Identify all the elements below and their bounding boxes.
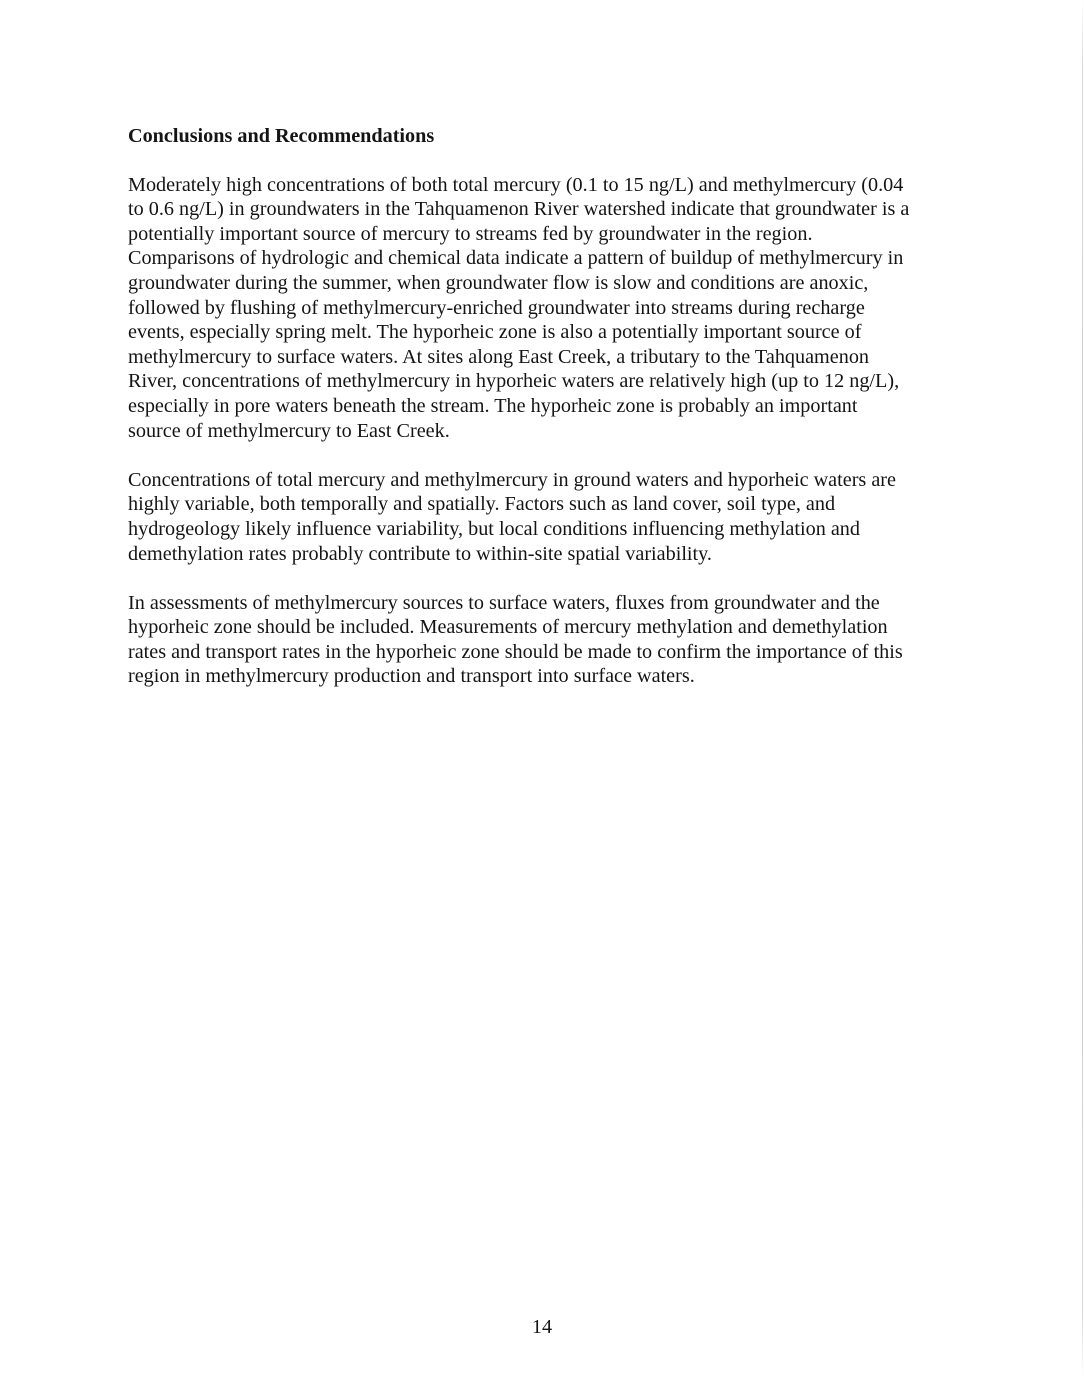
text-line: groundwater during the summer, when groundwater flow is slow and conditions are anoxic, [128,271,869,294]
text-line: followed by flushing of methylmercury-enriched groundwater into streams during recharge [128,296,865,319]
paragraph-variability [128,468,968,566]
text-line: Comparisons of hydrologic and chemical data indicate a pattern of buildup of methylmercury in [128,247,904,270]
text-line: methylmercury to surface waters. At sites along East Creek, a tributary to the Tahquamenon [128,345,870,368]
text-line: region in methylmercury production and transport into surface waters. [128,665,695,688]
page-number: 14 [531,1316,553,1338]
page-edge-shadow [1082,0,1083,1380]
text-line: Moderately high concentrations of both total mercury (0.1 to 15 ng/L) and methylmercury (0.04 [128,173,904,196]
text-line: especially in pore waters beneath the stream. The hyporheic zone is probably an important [128,394,858,417]
section-heading: Conclusions and Recommendations [128,125,435,147]
text-line: to 0.6 ng/L) in groundwaters in the Tahquamenon River watershed indicate that groundwater is a [128,198,910,221]
text-line: hyporheic zone should be included. Measurements of mercury methylation and demethylation [128,616,888,639]
text-line: demethylation rates probably contribute to within-site spatial variability. [128,542,712,565]
text-line: rates and transport rates in the hyporheic zone should be made to confirm the importance of this [128,640,903,663]
text-line: In assessments of methylmercury sources to surface waters, fluxes from groundwater and the [128,591,880,614]
text-line: events, especially spring melt. The hyporheic zone is also a potentially important source of [128,321,862,344]
text-line: highly variable, both temporally and spatially. Factors such as land cover, soil type, and [128,493,836,516]
document-body [128,124,968,714]
text-line: source of methylmercury to East Creek. [128,419,450,442]
text-line: River, concentrations of methylmercury in hyporheic waters are relatively high (up to 12 ng/L), [128,370,900,393]
paragraph-recommendations [128,591,968,689]
text-line: hydrogeology likely influence variability, but local conditions influencing methylation and [128,517,860,540]
text-line: potentially important source of mercury to streams fed by groundwater in the region. [128,222,813,245]
paragraph-conclusions [128,173,968,444]
text-line: Concentrations of total mercury and methylmercury in ground waters and hyporheic waters are [128,468,896,491]
